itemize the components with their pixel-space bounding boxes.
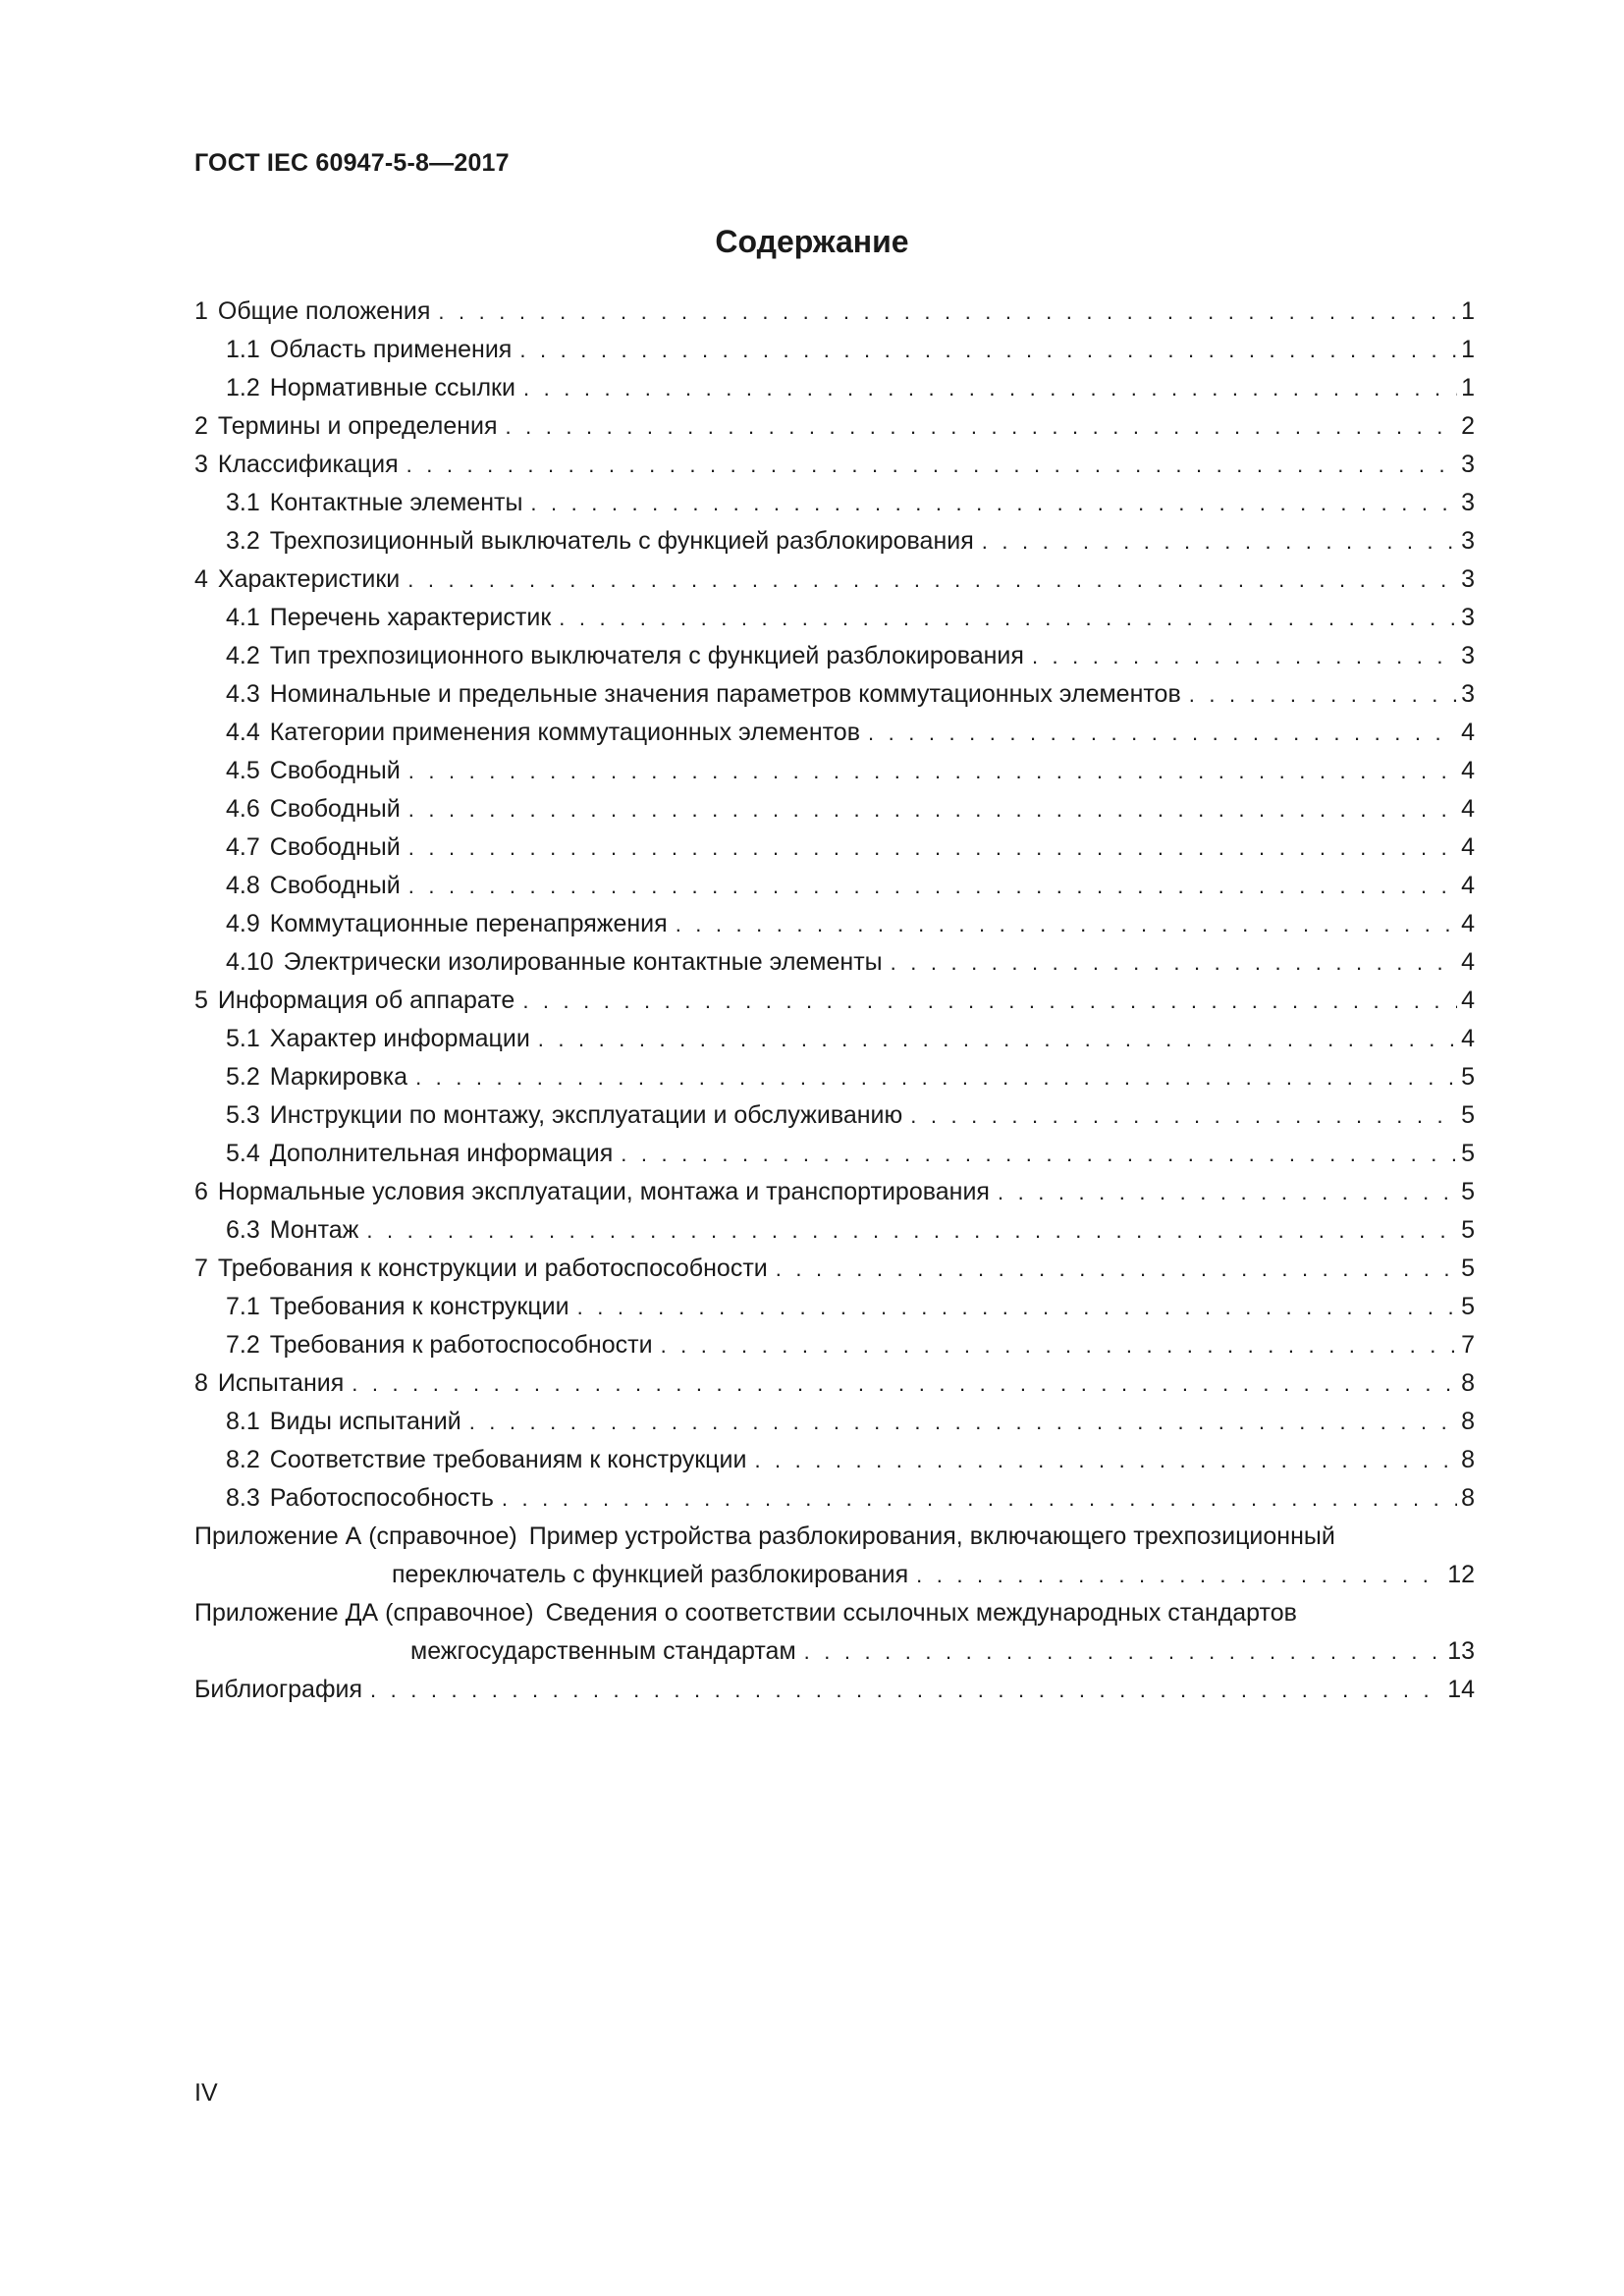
toc-entry-title: Инструкции по монтажу, эксплуатации и обслуживанию [269, 1101, 903, 1129]
toc-entry-title: Монтаж [269, 1216, 359, 1244]
toc-entry-page: 4 [1461, 1025, 1475, 1052]
toc-entry-number: 4.9 [226, 910, 260, 937]
toc-entry-number: 4.3 [226, 680, 260, 708]
toc-entry-title: Свободный [269, 833, 401, 861]
leader-dots [776, 1256, 1457, 1282]
toc-entry-number: 2 [194, 412, 208, 440]
leader-dots [408, 759, 1457, 784]
toc-entry[interactable] [194, 943, 1475, 982]
leader-dots [519, 338, 1457, 363]
toc-entry[interactable] [194, 1250, 1475, 1288]
toc-entry[interactable] [194, 1173, 1475, 1211]
toc-entry-title: Требования к работоспособности [269, 1331, 653, 1359]
leader-dots [891, 950, 1457, 976]
leader-dots [982, 529, 1457, 555]
toc-entry[interactable] [194, 1096, 1475, 1135]
toc-entry-title: Категории применения коммутационных элементов [269, 719, 860, 746]
leader-dots [408, 797, 1457, 823]
toc-entry[interactable] [194, 293, 1475, 331]
toc-entry-title: Номинальные и предельные значения параметров коммутационных элементов [269, 680, 1181, 708]
toc-entry-title: Нормативные ссылки [269, 374, 515, 401]
toc-entry-number: 3.1 [226, 489, 260, 516]
leader-dots [910, 1103, 1457, 1129]
document-code: ГОСТ IEC 60947-5-8—2017 [194, 149, 510, 177]
toc-entry-number: 4.4 [226, 719, 260, 746]
toc-entry-number: 4.6 [226, 795, 260, 823]
toc-entry-page: 1 [1461, 374, 1475, 401]
toc-entry[interactable] [194, 522, 1475, 561]
leader-dots [352, 1371, 1457, 1397]
toc-entry[interactable] [194, 1441, 1475, 1479]
toc-entry[interactable] [194, 1479, 1475, 1518]
toc-entry-number: 5.2 [226, 1063, 260, 1091]
toc-entry[interactable] [194, 407, 1475, 446]
toc-entry[interactable] [194, 331, 1475, 369]
toc-entry-number: 8.2 [226, 1446, 260, 1473]
appendix-a-title-line1: Пример устройства разблокирования, включающего трехпозиционный [528, 1522, 1335, 1550]
table-of-contents [194, 293, 1475, 1709]
toc-entry-title: Свободный [269, 872, 401, 899]
toc-entry-title: Классификация [217, 451, 399, 478]
leader-dots [1189, 682, 1457, 708]
toc-entry-page: 4 [1461, 872, 1475, 899]
toc-bibliography[interactable] [194, 1671, 1475, 1709]
toc-entry[interactable] [194, 714, 1475, 752]
toc-entry-page: 7 [1461, 1331, 1475, 1359]
toc-entry-number: 4 [194, 565, 208, 593]
leader-dots [408, 835, 1457, 861]
toc-entry-title: Дополнительная информация [269, 1140, 614, 1167]
toc-appendix-da-line2[interactable] [194, 1632, 1475, 1671]
toc-entry-title: Тип трехпозиционного выключателя с функцией разблокирования [269, 642, 1024, 669]
toc-entry-number: 5.4 [226, 1140, 260, 1167]
toc-entry[interactable] [194, 484, 1475, 522]
appendix-a-label: Приложение А (справочное) [194, 1522, 517, 1550]
toc-entry-page: 8 [1461, 1408, 1475, 1435]
toc-entry-number: 1.2 [226, 374, 260, 401]
toc-entry-number: 1.1 [226, 336, 260, 363]
leader-dots [916, 1563, 1443, 1588]
toc-entry-title: Трехпозиционный выключатель с функцией разблокирования [269, 527, 974, 555]
toc-entry-title: Коммутационные перенапряжения [269, 910, 668, 937]
toc-entry-title: Перечень характеристик [269, 604, 552, 631]
appendix-a-page: 12 [1447, 1561, 1475, 1588]
toc-entry-number: 4.5 [226, 757, 260, 784]
toc-entry-page: 5 [1461, 1063, 1475, 1091]
toc-entries [194, 293, 1475, 1518]
toc-entry-number: 4.2 [226, 642, 260, 669]
toc-entry-number: 8.3 [226, 1484, 260, 1512]
toc-entry-title: Характер информации [269, 1025, 530, 1052]
toc-entry-page: 4 [1461, 910, 1475, 937]
toc-entry[interactable] [194, 1288, 1475, 1326]
toc-entry[interactable] [194, 599, 1475, 637]
toc-entry-title: Виды испытаний [269, 1408, 461, 1435]
toc-entry-page: 4 [1461, 795, 1475, 823]
toc-entry[interactable] [194, 752, 1475, 790]
leader-dots [559, 606, 1457, 631]
toc-entry-page: 5 [1461, 1101, 1475, 1129]
leader-dots [522, 988, 1457, 1014]
toc-entry-number: 6 [194, 1178, 208, 1205]
toc-entry-title: Работоспособность [269, 1484, 494, 1512]
bibliography-label: Библиография [194, 1676, 363, 1703]
appendix-da-label: Приложение ДА (справочное) [194, 1599, 534, 1627]
toc-entry-page: 4 [1461, 833, 1475, 861]
leader-dots [469, 1410, 1457, 1435]
toc-entry[interactable] [194, 1326, 1475, 1364]
toc-entry-page: 1 [1461, 336, 1475, 363]
toc-entry-number: 5.3 [226, 1101, 260, 1129]
toc-entry[interactable] [194, 561, 1475, 599]
toc-entry-number: 4.1 [226, 604, 260, 631]
toc-entry-title: Требования к конструкции и работоспособности [217, 1255, 768, 1282]
toc-entry-title: Маркировка [269, 1063, 408, 1091]
toc-entry-page: 3 [1461, 451, 1475, 478]
toc-entry-page: 3 [1461, 680, 1475, 708]
toc-entry-page: 3 [1461, 565, 1475, 593]
leader-dots [661, 1333, 1458, 1359]
toc-entry-page: 3 [1461, 642, 1475, 669]
toc-entry-number: 7.1 [226, 1293, 260, 1320]
toc-appendix-a-line2[interactable] [194, 1556, 1475, 1594]
leader-dots [406, 453, 1457, 478]
toc-entry-page: 1 [1461, 297, 1475, 325]
toc-entry-page: 5 [1461, 1178, 1475, 1205]
toc-entry-number: 3.2 [226, 527, 260, 555]
toc-entry-page: 5 [1461, 1140, 1475, 1167]
toc-entry[interactable] [194, 369, 1475, 407]
toc-entry-number: 4.7 [226, 833, 260, 861]
leader-dots [998, 1180, 1457, 1205]
appendix-a-title-line2: переключатель с функцией разблокирования [392, 1561, 909, 1588]
appendix-da-page: 13 [1447, 1637, 1475, 1665]
toc-entry-number: 6.3 [226, 1216, 260, 1244]
toc-entry[interactable] [194, 790, 1475, 828]
toc-entry-page: 4 [1461, 987, 1475, 1014]
leader-dots [438, 299, 1457, 325]
appendix-da-title-line1: Сведения о соответствии ссылочных международных стандартов [545, 1599, 1297, 1627]
toc-entry[interactable] [194, 1364, 1475, 1403]
toc-entry[interactable] [194, 905, 1475, 943]
toc-entry-number: 5.1 [226, 1025, 260, 1052]
toc-entry-title: Термины и определения [217, 412, 498, 440]
leader-dots [506, 414, 1458, 440]
appendix-da-title-line2: межгосударственным стандартам [410, 1637, 796, 1665]
toc-entry-page: 8 [1461, 1446, 1475, 1473]
toc-entry-page: 8 [1461, 1369, 1475, 1397]
toc-entry-page: 4 [1461, 757, 1475, 784]
toc-entry-title: Нормальные условия эксплуатации, монтажа и транспортирования [217, 1178, 990, 1205]
toc-entry-title: Область применения [269, 336, 513, 363]
toc-entry-title: Характеристики [217, 565, 401, 593]
toc-entry-number: 1 [194, 297, 208, 325]
toc-entry[interactable] [194, 982, 1475, 1020]
toc-entry-page: 5 [1461, 1293, 1475, 1320]
toc-entry-number: 4.10 [226, 948, 274, 976]
toc-entry-title: Свободный [269, 757, 401, 784]
toc-entry-page: 3 [1461, 489, 1475, 516]
toc-appendix-a-line1[interactable] [194, 1518, 1475, 1556]
toc-entry-title: Электрически изолированные контактные элементы [283, 948, 883, 976]
toc-entry-title: Свободный [269, 795, 401, 823]
toc-entry-number: 3 [194, 451, 208, 478]
leader-dots [366, 1218, 1457, 1244]
bibliography-page: 14 [1447, 1676, 1475, 1703]
toc-entry[interactable] [194, 828, 1475, 867]
leader-dots [530, 491, 1457, 516]
leader-dots [407, 567, 1457, 593]
toc-entry[interactable] [194, 637, 1475, 675]
toc-entry[interactable] [194, 867, 1475, 905]
leader-dots [676, 912, 1457, 937]
toc-entry-number: 8.1 [226, 1408, 260, 1435]
toc-entry-page: 3 [1461, 527, 1475, 555]
leader-dots [502, 1486, 1457, 1512]
toc-entry-number: 7 [194, 1255, 208, 1282]
toc-entry-title: Общие положения [217, 297, 431, 325]
toc-entry-number: 8 [194, 1369, 208, 1397]
toc-entry[interactable] [194, 446, 1475, 484]
toc-entry[interactable] [194, 1403, 1475, 1441]
toc-entry[interactable] [194, 1135, 1475, 1173]
leader-dots [1032, 644, 1457, 669]
toc-entry-page: 3 [1461, 604, 1475, 631]
toc-entry[interactable] [194, 1058, 1475, 1096]
leader-dots [415, 1065, 1457, 1091]
toc-entry-page: 2 [1461, 412, 1475, 440]
toc-entry-title: Испытания [217, 1369, 345, 1397]
leader-dots [577, 1295, 1457, 1320]
toc-entry[interactable] [194, 1211, 1475, 1250]
toc-entry-title: Требования к конструкции [269, 1293, 569, 1320]
toc-entry-page: 8 [1461, 1484, 1475, 1512]
toc-entry-page: 4 [1461, 719, 1475, 746]
toc-appendix-da-line1[interactable] [194, 1594, 1475, 1632]
toc-entry-page: 4 [1461, 948, 1475, 976]
leader-dots [408, 874, 1457, 899]
leader-dots [621, 1142, 1457, 1167]
leader-dots [804, 1639, 1444, 1665]
page-number: IV [194, 2079, 218, 2107]
toc-entry-number: 7.2 [226, 1331, 260, 1359]
toc-entry-page: 5 [1461, 1216, 1475, 1244]
page-title: Содержание [715, 224, 909, 259]
toc-entry[interactable] [194, 1020, 1475, 1058]
leader-dots [523, 376, 1457, 401]
toc-entry-title: Информация об аппарате [217, 987, 515, 1014]
toc-entry-number: 4.8 [226, 872, 260, 899]
toc-entry-title: Контактные элементы [269, 489, 523, 516]
toc-entry-title: Соответствие требованиям к конструкции [269, 1446, 747, 1473]
toc-entry[interactable] [194, 675, 1475, 714]
leader-dots [538, 1027, 1457, 1052]
leader-dots [370, 1678, 1443, 1703]
leader-dots [868, 721, 1457, 746]
toc-entry-page: 5 [1461, 1255, 1475, 1282]
toc-entry-number: 5 [194, 987, 208, 1014]
leader-dots [754, 1448, 1457, 1473]
